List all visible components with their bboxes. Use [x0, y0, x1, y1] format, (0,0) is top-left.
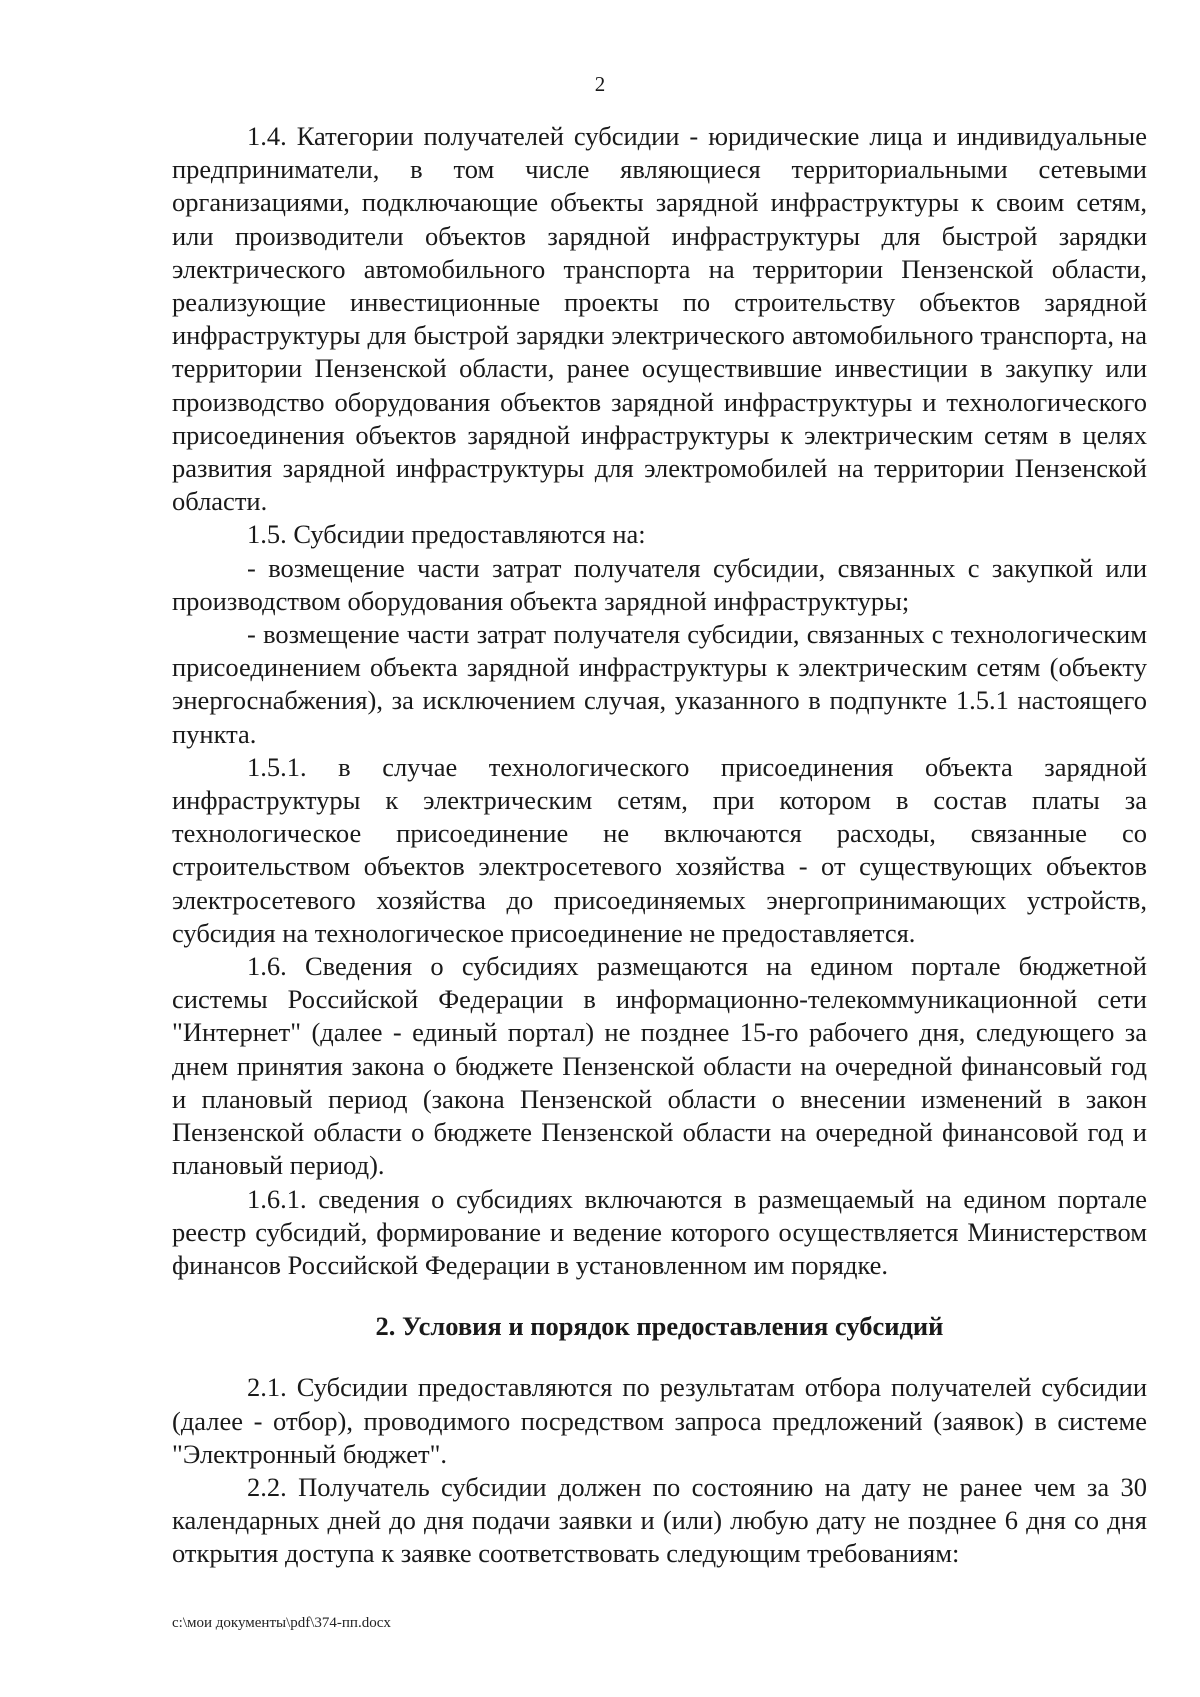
paragraph-1-5: 1.5. Субсидии предоставляются на:	[247, 519, 646, 550]
document-body	[172, 120, 1147, 1571]
paragraph-2-2: 2.2. Получатель субсидии должен по состоянию на дату не ранее чем за 30 календарных дней до дня подачи заявки и (или) любую дату не позднее 6 дня со дня открытия доступа к заявке соответствовать следующим требованиям:	[172, 1471, 1147, 1569]
paragraph-1-6-1: 1.6.1. сведения о субсидиях включаются в размещаемый на едином портале реестр субсидий, формирование и ведение которого осуществляется Министерством финансов Российской Федерации в установленном им порядке.	[172, 1183, 1147, 1280]
paragraph-1-4: 1.4. Категории получателей субсидии - юридические лица и индивидуальные предприниматели, в том числе являющиеся территориальными сетевыми организациями, подключающие объекты зарядной инфраструктуры к своим сетям, или производители объектов зарядной инфраструктуры для быстрой зарядки электрического автомобильного транспорта на территории Пензенской области, реализующие инвестиционные проекты по строительству объектов зарядной инфраструктуры для быстрой зарядки электрического автомобильного транспорта, на территории Пензенской области, ранее осуществившие инвестиции в закупку или производство оборудования объектов зарядной инфраструктуры и технологического присоединения объектов зарядной инфраструктуры к электрическим сетям в целях развития зарядной инфраструктуры для электромобилей на территории Пензенской области.	[172, 121, 1147, 517]
paragraph-1-6: 1.6. Сведения о субсидиях размещаются на едином портале бюджетной системы Российской Федерации в информационно-телекоммуникационной сети "Интернет" (далее - единый портал) не позднее 15-го рабочего дня, следующего за днем принятия закона о бюджете Пензенской области на очередной финансовый год и плановый период (закона Пензенской области о внесении изменений в закон Пензенской области о бюджете Пензенской области на очередной финансовой год и плановый период).	[172, 951, 1147, 1181]
page-number: 2	[594, 72, 606, 96]
paragraph-1-5-item-1: - возмещение части затрат получателя субсидии, связанных с закупкой или производством оборудования объекта зарядной инфраструктуры;	[172, 552, 1147, 616]
paragraph-1-5-item-2: - возмещение части затрат получателя субсидии, связанных с технологическим присоединением объекта зарядной инфраструктуры к электрическим сетям (объекту энергоснабжения), за исключением случая, указанного в подпункте 1.5.1 настоящего пункта.	[172, 619, 1147, 749]
file-path-footer: c:\мои документы\pdf\374-пп.docx	[172, 1615, 391, 1631]
paragraph-2-1: 2.1. Субсидии предоставляются по результатам отбора получателей субсидии (далее - отбор), проводимого посредством запроса предложений (заявок) в системе "Электронный бюджет".	[172, 1372, 1147, 1469]
paragraph-1-5-1: 1.5.1. в случае технологического присоединения объекта зарядной инфраструктуры к электрическим сетям, при котором в состав платы за технологическое присоединение не включаются расходы, связанные со строительством объектов электросетевого хозяйства - от существующих объектов электросетевого хозяйства до присоединяемых энергопринимающих устройств, субсидия на технологическое присоединение не предоставляется.	[172, 751, 1147, 948]
section-2-heading: 2. Условия и порядок предоставления субсидий	[375, 1311, 944, 1342]
